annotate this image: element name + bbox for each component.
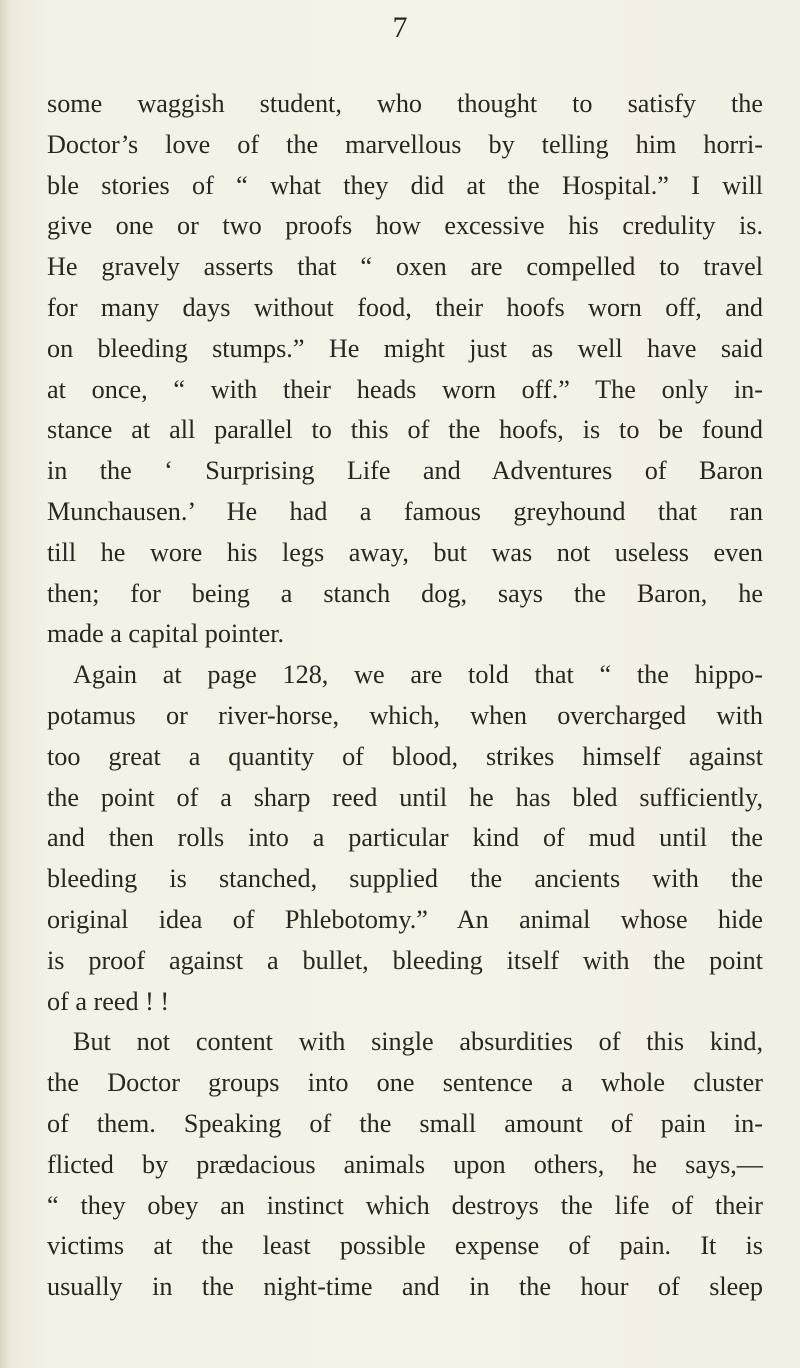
text-line xyxy=(47,941,763,982)
text-run: is proof against a bullet, bleeding itself with the point xyxy=(47,945,763,975)
text-line xyxy=(47,247,763,288)
text-run: But not content with single absurdities of this kind, xyxy=(73,1027,763,1057)
text-line xyxy=(47,370,763,411)
text-run: give one or two proofs how excessive his credulity is. xyxy=(47,211,763,241)
text-run: then; for being a stanch dog, says the Baron, he xyxy=(47,578,763,608)
text-run: victims at the least possible expense of pain. It is xyxy=(47,1231,763,1261)
italic-text: hoofs xyxy=(499,415,558,445)
text-line xyxy=(47,492,763,533)
italic-text: on bleeding stumps. xyxy=(47,333,293,363)
text-line xyxy=(47,206,763,247)
text-run: made a capital pointer. xyxy=(47,619,285,649)
text-line xyxy=(47,329,763,370)
body-text xyxy=(47,84,763,1308)
text-line xyxy=(47,1186,763,1227)
italic-text: heads xyxy=(356,374,417,404)
text-run: ble stories of “ what they did at the Hospital.” I will xyxy=(47,170,763,200)
text-line xyxy=(47,859,763,900)
text-run: without food, xyxy=(230,292,436,322)
text-run: bleeding is stanched, supplied the ancients with the xyxy=(47,864,763,894)
text-run: the Doctor groups into one sentence a whole cluster xyxy=(47,1068,763,1098)
text-line xyxy=(47,818,763,859)
text-run: original idea of Phlebotomy.” An animal whose hide xyxy=(47,904,763,934)
text-run: at once, “ with their xyxy=(47,374,357,404)
text-line xyxy=(47,1022,763,1063)
text-line xyxy=(47,982,763,1023)
text-line xyxy=(47,696,763,737)
text-line xyxy=(47,533,763,574)
text-run: too great a quantity of blood, strikes himself against xyxy=(47,741,763,771)
text-line xyxy=(47,288,763,329)
text-run: some waggish student, who thought to satisfy the xyxy=(47,89,763,118)
text-line xyxy=(47,1104,763,1145)
text-line xyxy=(47,1267,763,1308)
text-run: ” He might just as well have said xyxy=(292,333,764,363)
text-run: Again at page 128, we are told that “ the hippo- xyxy=(73,660,763,690)
text-line xyxy=(47,900,763,941)
text-line xyxy=(47,166,763,207)
text-run: of a reed ! ! xyxy=(47,986,170,1016)
text-run: in the ‘ Surprising Life and Adventures of Baron xyxy=(47,456,763,486)
text-line xyxy=(47,410,763,451)
text-run: till he wore his legs away, but was not useless even xyxy=(47,537,763,567)
text-run: and then rolls into a particular kind of mud until the xyxy=(47,823,763,853)
text-run: flicted by prædacious animals upon others, he says,— xyxy=(47,1149,763,1179)
text-run: Munchausen.’ He had a famous greyhound that ran xyxy=(47,496,763,526)
text-line xyxy=(47,737,763,778)
text-line xyxy=(47,451,763,492)
text-run: of them. Speaking of the small amount of pain in- xyxy=(47,1108,763,1138)
text-line xyxy=(47,84,763,125)
italic-text: for many days xyxy=(47,292,231,322)
text-run: usually in the night-time and in the hour of sleep xyxy=(47,1272,763,1302)
text-run: , is to be found xyxy=(557,415,763,445)
text-line xyxy=(47,655,763,696)
page-number: 7 xyxy=(392,11,408,44)
page-edge-shadow xyxy=(0,0,10,1368)
text-run: Doctor’s love of the marvellous by telling him horri- xyxy=(47,129,763,159)
text-line xyxy=(47,614,763,655)
text-run: the point of a sharp reed until he has bled sufficiently, xyxy=(47,782,763,812)
text-run: potamus or river-horse, which, when overcharged with xyxy=(47,700,763,730)
text-run: “ they obey an instinct which destroys the life of their xyxy=(47,1190,763,1220)
text-line xyxy=(47,1145,763,1186)
text-run: worn off.” The only in- xyxy=(416,374,763,404)
italic-text: their hoofs worn off, and xyxy=(435,292,764,322)
text-line xyxy=(47,125,763,166)
text-line xyxy=(47,1226,763,1267)
text-run: He gravely asserts that “ oxen are compelled to travel xyxy=(47,252,763,282)
text-line xyxy=(47,574,763,615)
text-line xyxy=(47,778,763,819)
text-run: stance at all parallel to this of the xyxy=(47,415,500,445)
text-line xyxy=(47,1063,763,1104)
